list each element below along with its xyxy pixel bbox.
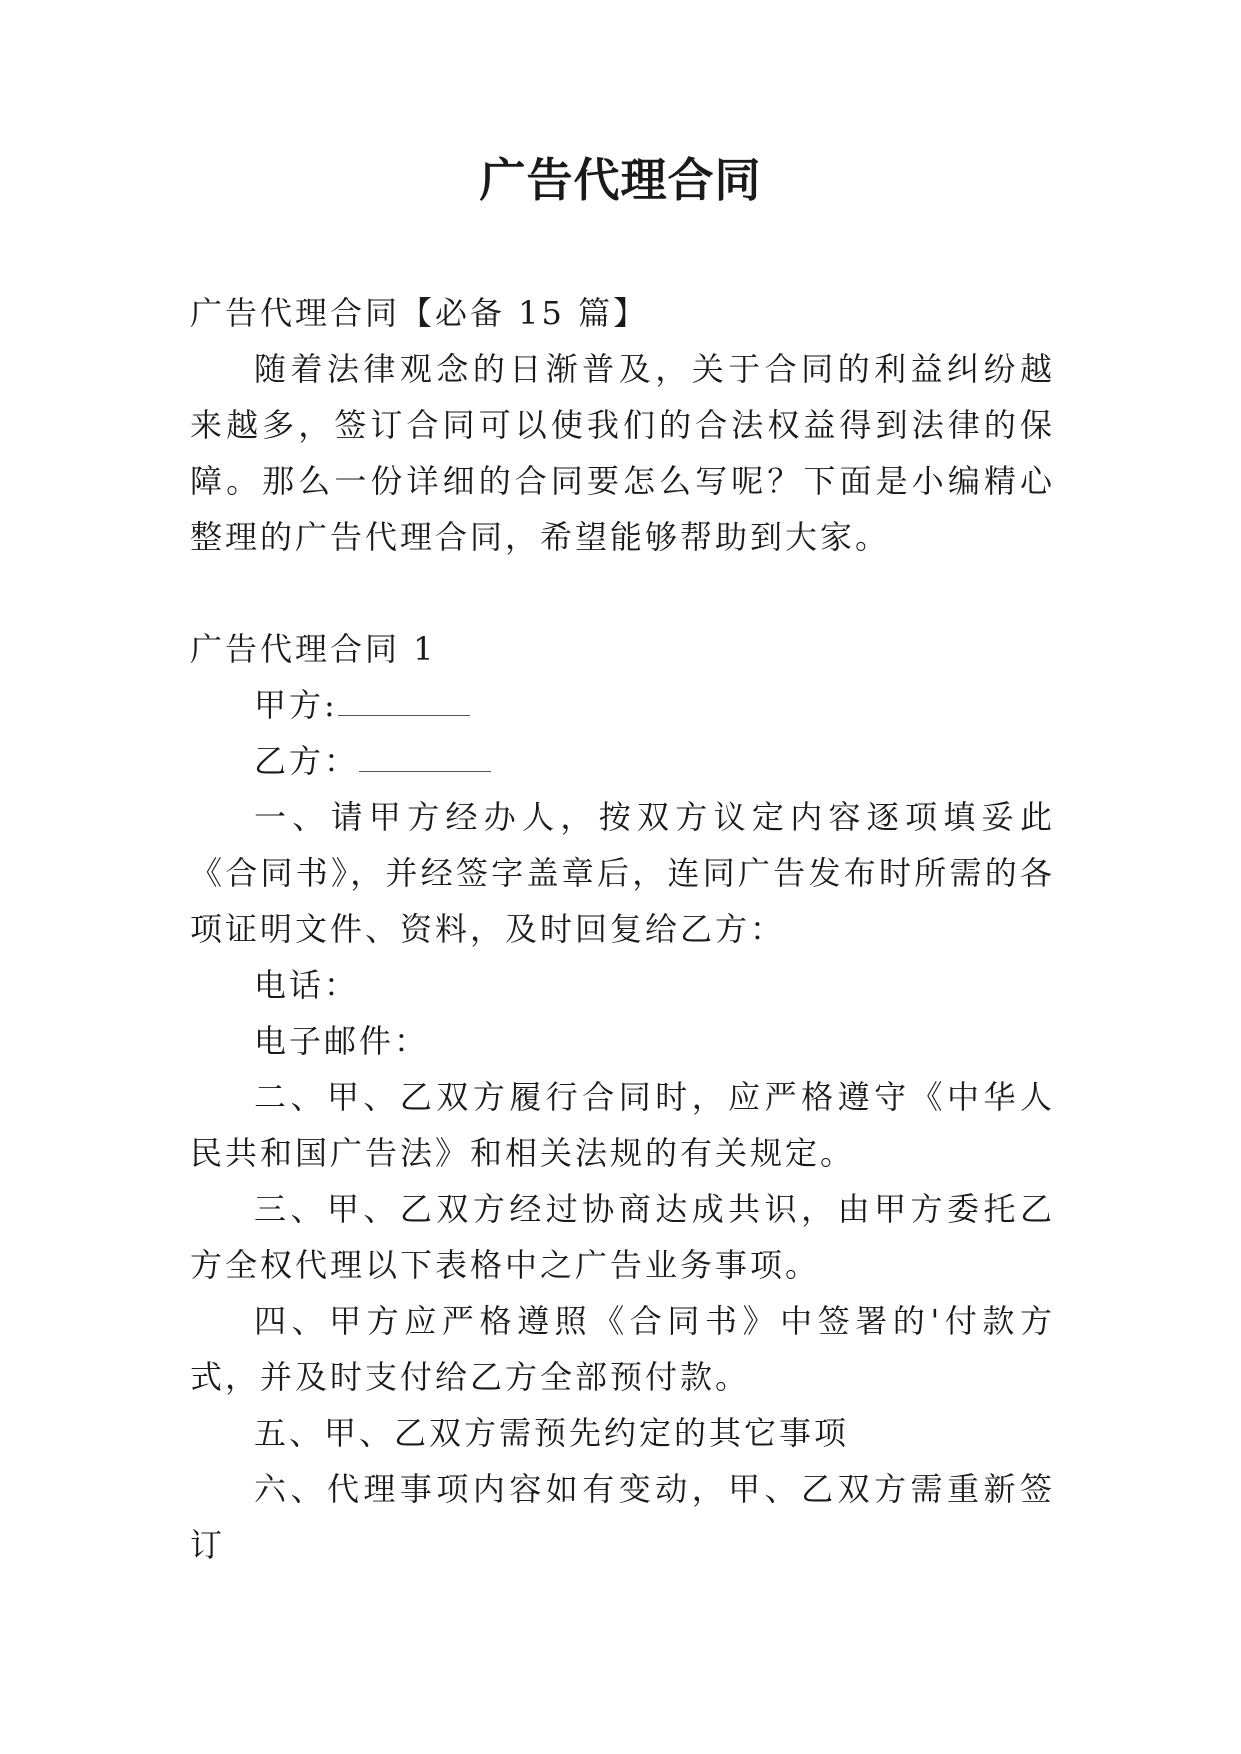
clause-2: 二、甲、乙双方履行合同时，应严格遵守《中华人民共和国广告法》和相关法规的有关规定。: [190, 1078, 1055, 1172]
party-b-blank: [359, 745, 491, 772]
clause-1: 一、请甲方经办人，按双方议定内容逐项填妥此《合同书》，并经签字盖章后，连同广告发布时所需的各项证明文件、资料，及时回复给乙方：: [190, 798, 1055, 948]
clause-6: 六、代理事项内容如有变动，甲、乙双方需重新签订: [190, 1470, 1055, 1564]
document-body: [190, 285, 1055, 1573]
section-heading: 广告代理合同 1: [190, 630, 437, 668]
party-a-blank: [338, 689, 470, 716]
party-b-line: [190, 733, 1055, 789]
phone-line: 电话：: [254, 966, 360, 1004]
email-line: 电子邮件：: [254, 1022, 430, 1060]
clause-5: 五、甲、乙双方需预先约定的其它事项: [254, 1414, 850, 1452]
intro-paragraph: 随着法律观念的日渐普及，关于合同的利益纠纷越来越多，签订合同可以使我们的合法权益得到法律的保障。那么一份详细的合同要怎么写呢？下面是小编精心整理的广告代理合同，希望能够帮助到大家。: [190, 350, 1055, 556]
clause-3: 三、甲、乙双方经过协商达成共识，由甲方委托乙方全权代理以下表格中之广告业务事项。: [190, 1190, 1055, 1284]
document-subtitle: 广告代理合同【必备 15 篇】: [190, 294, 649, 332]
clause-4: 四、甲方应严格遵照《合同书》中签署的'付款方式，并及时支付给乙方全部预付款。: [190, 1302, 1055, 1396]
party-b-label: 乙方：: [254, 742, 360, 780]
document-title: 广告代理合同: [479, 153, 762, 207]
party-a-line: [190, 677, 1055, 733]
party-a-label: 甲方:: [254, 686, 338, 724]
